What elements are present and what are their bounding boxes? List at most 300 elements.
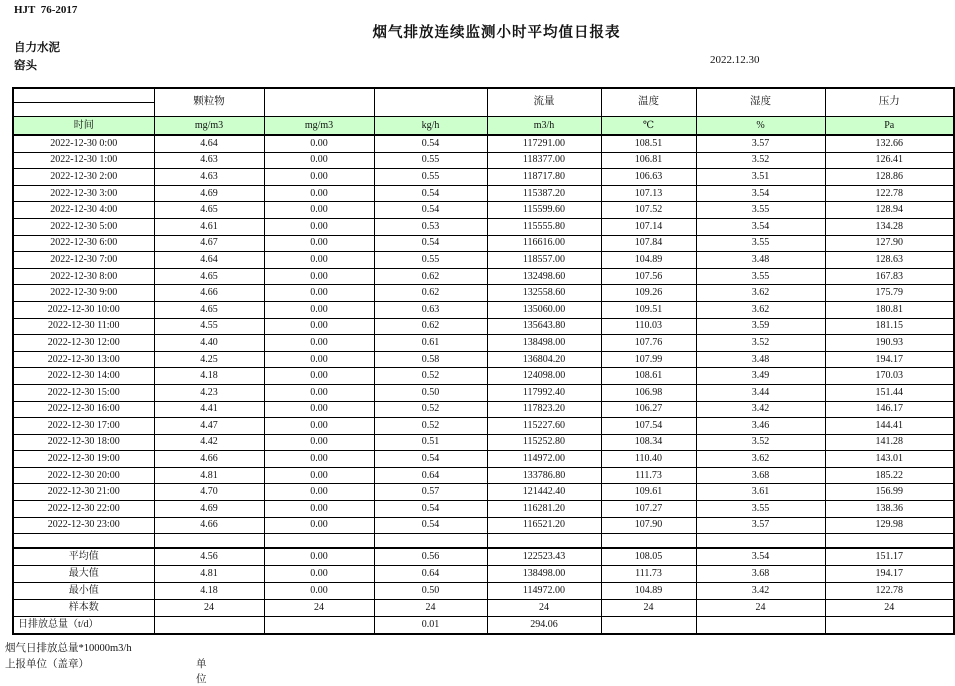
value-cell: 115599.60 — [487, 202, 601, 219]
value-cell: 0.00 — [264, 351, 374, 368]
value-cell: 128.63 — [825, 252, 954, 269]
value-cell: 0.54 — [374, 501, 487, 518]
value-cell: 117291.00 — [487, 135, 601, 152]
value-cell: 4.67 — [154, 235, 264, 252]
value-cell: 4.63 — [154, 152, 264, 169]
summary-row — [13, 617, 954, 635]
value-cell: 0.54 — [374, 451, 487, 468]
time-cell: 2022-12-30 10:00 — [13, 301, 154, 318]
value-cell: 146.17 — [825, 401, 954, 418]
time-cell: 2022-12-30 21:00 — [13, 484, 154, 501]
value-cell: 118717.80 — [487, 169, 601, 186]
value-cell: 3.55 — [696, 235, 825, 252]
page-title: 烟气排放连续监测小时平均值日报表 — [372, 25, 621, 41]
summary-label: 平均值 — [13, 548, 154, 566]
value-cell: 104.89 — [601, 252, 696, 269]
col-header-particulate: 颗粒物 — [154, 88, 264, 117]
value-cell: 4.81 — [154, 566, 264, 583]
footer-note: 烟气日排放总量*10000m3/h — [5, 643, 132, 654]
time-cell: 2022-12-30 13:00 — [13, 351, 154, 368]
table-row — [13, 434, 954, 451]
value-cell: 3.62 — [696, 451, 825, 468]
value-cell: 111.73 — [601, 467, 696, 484]
value-cell: 0.54 — [374, 235, 487, 252]
value-cell: 4.66 — [154, 285, 264, 302]
value-cell: 0.52 — [374, 401, 487, 418]
value-cell: 3.52 — [696, 434, 825, 451]
value-cell: 0.00 — [264, 418, 374, 435]
value-cell: 3.44 — [696, 384, 825, 401]
value-cell: 3.62 — [696, 285, 825, 302]
value-cell: 0.54 — [374, 135, 487, 152]
value-cell: 24 — [154, 600, 264, 617]
value-cell: 0.00 — [264, 566, 374, 583]
value-cell: 0.00 — [264, 517, 374, 534]
summary-label: 日排放总量（t/d） — [13, 617, 154, 635]
value-cell: 115227.60 — [487, 418, 601, 435]
value-cell: 0.00 — [264, 384, 374, 401]
header-blank-cell — [13, 88, 154, 103]
table-row — [13, 351, 954, 368]
value-cell: 107.84 — [601, 235, 696, 252]
value-cell: 106.98 — [601, 384, 696, 401]
value-cell: 24 — [264, 600, 374, 617]
blank-cell — [13, 534, 154, 549]
time-cell: 2022-12-30 19:00 — [13, 451, 154, 468]
value-cell: 122.78 — [825, 583, 954, 600]
time-cell: 2022-12-30 11:00 — [13, 318, 154, 335]
value-cell: 0.00 — [264, 152, 374, 169]
table-row — [13, 285, 954, 302]
value-cell: 3.49 — [696, 368, 825, 385]
value-cell: 116616.00 — [487, 235, 601, 252]
value-cell: 107.14 — [601, 218, 696, 235]
value-cell: 138498.00 — [487, 335, 601, 352]
value-cell: 108.61 — [601, 368, 696, 385]
value-cell: 0.57 — [374, 484, 487, 501]
time-cell: 2022-12-30 3:00 — [13, 185, 154, 202]
value-cell: 126.41 — [825, 152, 954, 169]
table-row — [13, 318, 954, 335]
value-cell: 106.27 — [601, 401, 696, 418]
value-cell: 0.55 — [374, 152, 487, 169]
value-cell: 109.51 — [601, 301, 696, 318]
value-cell: 138.36 — [825, 501, 954, 518]
value-cell: 0.00 — [264, 218, 374, 235]
value-cell: 0.00 — [264, 169, 374, 186]
value-cell: 0.64 — [374, 467, 487, 484]
value-cell: 107.56 — [601, 268, 696, 285]
value-cell: 3.54 — [696, 185, 825, 202]
table-row — [13, 185, 954, 202]
summary-rows — [13, 548, 954, 634]
value-cell: 4.66 — [154, 517, 264, 534]
value-cell: 141.28 — [825, 434, 954, 451]
value-cell: 3.46 — [696, 418, 825, 435]
value-cell: 3.52 — [696, 335, 825, 352]
value-cell: 4.64 — [154, 252, 264, 269]
value-cell: 0.62 — [374, 285, 487, 302]
value-cell: 133786.80 — [487, 467, 601, 484]
value-cell: 107.54 — [601, 418, 696, 435]
value-cell: 4.18 — [154, 583, 264, 600]
value-cell — [825, 617, 954, 635]
value-cell: 121442.40 — [487, 484, 601, 501]
value-cell: 117823.20 — [487, 401, 601, 418]
value-cell: 132558.60 — [487, 285, 601, 302]
value-cell: 24 — [696, 600, 825, 617]
time-cell: 2022-12-30 6:00 — [13, 235, 154, 252]
value-cell: 114972.00 — [487, 583, 601, 600]
time-cell: 2022-12-30 5:00 — [13, 218, 154, 235]
value-cell: 110.40 — [601, 451, 696, 468]
value-cell: 3.57 — [696, 135, 825, 152]
time-cell: 2022-12-30 0:00 — [13, 135, 154, 152]
time-cell: 2022-12-30 15:00 — [13, 384, 154, 401]
time-cell: 2022-12-30 14:00 — [13, 368, 154, 385]
time-cell: 2022-12-30 8:00 — [13, 268, 154, 285]
value-cell: 4.69 — [154, 501, 264, 518]
value-cell: 0.50 — [374, 384, 487, 401]
blank-row — [13, 534, 954, 549]
value-cell: 0.58 — [374, 351, 487, 368]
value-cell: 3.55 — [696, 268, 825, 285]
value-cell: 185.22 — [825, 467, 954, 484]
unit-label: 单位 — [196, 659, 207, 685]
value-cell: 3.42 — [696, 583, 825, 600]
value-cell: 0.61 — [374, 335, 487, 352]
value-cell: 3.54 — [696, 548, 825, 566]
value-cell: 4.66 — [154, 451, 264, 468]
col-header-pressure: 压力 — [825, 88, 954, 117]
value-cell: 132.66 — [825, 135, 954, 152]
value-cell: 106.81 — [601, 152, 696, 169]
table-row — [13, 467, 954, 484]
table-row — [13, 418, 954, 435]
value-cell: 0.50 — [374, 583, 487, 600]
value-cell: 109.26 — [601, 285, 696, 302]
value-cell: 128.94 — [825, 202, 954, 219]
value-cell: 0.56 — [374, 548, 487, 566]
value-cell: 3.54 — [696, 218, 825, 235]
value-cell: 4.42 — [154, 434, 264, 451]
value-cell: 107.99 — [601, 351, 696, 368]
value-cell: 117992.40 — [487, 384, 601, 401]
value-cell: 135643.80 — [487, 318, 601, 335]
time-cell: 2022-12-30 1:00 — [13, 152, 154, 169]
table-row — [13, 152, 954, 169]
table-row — [13, 368, 954, 385]
value-cell: 0.62 — [374, 268, 487, 285]
table-row — [13, 501, 954, 518]
unit-kgh: kg/h — [374, 117, 487, 136]
value-cell: 144.41 — [825, 418, 954, 435]
value-cell: 107.52 — [601, 202, 696, 219]
value-cell: 108.05 — [601, 548, 696, 566]
value-cell: 107.76 — [601, 335, 696, 352]
value-cell: 4.63 — [154, 169, 264, 186]
spacer-section — [13, 534, 954, 549]
table-row — [13, 268, 954, 285]
value-cell: 115252.80 — [487, 434, 601, 451]
col-header-blank-2 — [264, 88, 374, 117]
unit-pa: Pa — [825, 117, 954, 136]
time-cell: 2022-12-30 16:00 — [13, 401, 154, 418]
value-cell: 0.00 — [264, 583, 374, 600]
summary-label: 样本数 — [13, 600, 154, 617]
value-cell: 4.64 — [154, 135, 264, 152]
hourly-rows — [13, 135, 954, 534]
value-cell: 4.65 — [154, 301, 264, 318]
report-table — [12, 87, 955, 635]
value-cell: 0.00 — [264, 501, 374, 518]
table-row — [13, 202, 954, 219]
value-cell: 0.52 — [374, 418, 487, 435]
value-cell: 0.54 — [374, 517, 487, 534]
value-cell: 134.28 — [825, 218, 954, 235]
value-cell: 3.48 — [696, 351, 825, 368]
value-cell: 3.62 — [696, 301, 825, 318]
value-cell: 3.68 — [696, 467, 825, 484]
reporting-unit-label: 上报单位（盖章） — [5, 659, 89, 670]
value-cell: 4.18 — [154, 368, 264, 385]
summary-row — [13, 566, 954, 583]
value-cell: 3.57 — [696, 517, 825, 534]
time-cell: 2022-12-30 4:00 — [13, 202, 154, 219]
blank-cell — [154, 534, 264, 549]
blank-cell — [601, 534, 696, 549]
col-header-blank-3 — [374, 88, 487, 117]
value-cell: 136804.20 — [487, 351, 601, 368]
value-cell: 108.51 — [601, 135, 696, 152]
col-header-temperature: 温度 — [601, 88, 696, 117]
value-cell: 0.00 — [264, 202, 374, 219]
value-cell: 129.98 — [825, 517, 954, 534]
value-cell: 4.25 — [154, 351, 264, 368]
group-header-row — [13, 88, 954, 103]
value-cell: 194.17 — [825, 566, 954, 583]
footer-signature-line — [5, 656, 207, 685]
value-cell: 4.40 — [154, 335, 264, 352]
value-cell: 156.99 — [825, 484, 954, 501]
value-cell: 4.23 — [154, 384, 264, 401]
value-cell: 111.73 — [601, 566, 696, 583]
value-cell: 181.15 — [825, 318, 954, 335]
value-cell: 24 — [601, 600, 696, 617]
value-cell: 0.64 — [374, 566, 487, 583]
value-cell: 116281.20 — [487, 501, 601, 518]
value-cell: 127.90 — [825, 235, 954, 252]
value-cell: 24 — [825, 600, 954, 617]
value-cell: 3.68 — [696, 566, 825, 583]
value-cell: 151.17 — [825, 548, 954, 566]
value-cell: 4.69 — [154, 185, 264, 202]
value-cell: 110.03 — [601, 318, 696, 335]
value-cell: 0.00 — [264, 401, 374, 418]
value-cell: 135060.00 — [487, 301, 601, 318]
value-cell: 4.56 — [154, 548, 264, 566]
unit-header-row — [13, 117, 954, 136]
value-cell: 3.42 — [696, 401, 825, 418]
unit-mgm3-2: mg/m3 — [264, 117, 374, 136]
value-cell: 0.00 — [264, 235, 374, 252]
time-cell: 2022-12-30 12:00 — [13, 335, 154, 352]
blank-cell — [264, 534, 374, 549]
value-cell: 114972.00 — [487, 451, 601, 468]
summary-row — [13, 600, 954, 617]
table-row — [13, 218, 954, 235]
value-cell: 132498.60 — [487, 268, 601, 285]
table-row — [13, 235, 954, 252]
enterprise-name: 自力水泥 — [14, 42, 60, 54]
value-cell: 0.55 — [374, 252, 487, 269]
col-header-humidity: 湿度 — [696, 88, 825, 117]
unit-percent: % — [696, 117, 825, 136]
monitoring-point: 窑头 — [14, 60, 37, 72]
table-row — [13, 252, 954, 269]
value-cell: 294.06 — [487, 617, 601, 635]
summary-label: 最大值 — [13, 566, 154, 583]
header-blank-cell — [13, 103, 154, 117]
value-cell: 115555.80 — [487, 218, 601, 235]
value-cell: 190.93 — [825, 335, 954, 352]
time-cell: 2022-12-30 20:00 — [13, 467, 154, 484]
time-cell: 2022-12-30 23:00 — [13, 517, 154, 534]
table-row — [13, 335, 954, 352]
time-cell: 2022-12-30 22:00 — [13, 501, 154, 518]
summary-label: 最小值 — [13, 583, 154, 600]
time-cell: 2022-12-30 9:00 — [13, 285, 154, 302]
value-cell: 116521.20 — [487, 517, 601, 534]
value-cell: 0.53 — [374, 218, 487, 235]
value-cell: 4.65 — [154, 268, 264, 285]
value-cell: 0.00 — [264, 185, 374, 202]
unit-celsius: ℃ — [601, 117, 696, 136]
value-cell: 115387.20 — [487, 185, 601, 202]
value-cell: 0.00 — [264, 335, 374, 352]
value-cell: 4.61 — [154, 218, 264, 235]
value-cell: 4.55 — [154, 318, 264, 335]
value-cell: 0.00 — [264, 252, 374, 269]
value-cell: 3.52 — [696, 152, 825, 169]
value-cell: 0.51 — [374, 434, 487, 451]
table-row — [13, 451, 954, 468]
value-cell: 24 — [487, 600, 601, 617]
value-cell: 124098.00 — [487, 368, 601, 385]
value-cell: 3.55 — [696, 202, 825, 219]
value-cell: 4.81 — [154, 467, 264, 484]
value-cell: 118377.00 — [487, 152, 601, 169]
table-row — [13, 384, 954, 401]
value-cell: 0.00 — [264, 301, 374, 318]
value-cell: 0.55 — [374, 169, 487, 186]
value-cell: 106.63 — [601, 169, 696, 186]
col-header-time: 时间 — [13, 117, 154, 136]
value-cell — [154, 617, 264, 635]
table-row — [13, 484, 954, 501]
value-cell: 180.81 — [825, 301, 954, 318]
summary-row — [13, 548, 954, 566]
value-cell: 143.01 — [825, 451, 954, 468]
value-cell — [601, 617, 696, 635]
value-cell: 4.70 — [154, 484, 264, 501]
blank-cell — [825, 534, 954, 549]
summary-row — [13, 583, 954, 600]
col-header-flow: 流量 — [487, 88, 601, 117]
blank-cell — [374, 534, 487, 549]
value-cell: 0.00 — [264, 318, 374, 335]
time-cell: 2022-12-30 2:00 — [13, 169, 154, 186]
value-cell: 3.55 — [696, 501, 825, 518]
value-cell: 151.44 — [825, 384, 954, 401]
value-cell: 118557.00 — [487, 252, 601, 269]
time-cell: 2022-12-30 17:00 — [13, 418, 154, 435]
value-cell: 3.51 — [696, 169, 825, 186]
value-cell: 3.61 — [696, 484, 825, 501]
blank-cell — [487, 534, 601, 549]
report-date: 2022.12.30 — [710, 54, 760, 66]
value-cell: 122.78 — [825, 185, 954, 202]
value-cell: 4.65 — [154, 202, 264, 219]
table-row — [13, 135, 954, 152]
time-cell: 2022-12-30 18:00 — [13, 434, 154, 451]
table-row — [13, 517, 954, 534]
value-cell: 167.83 — [825, 268, 954, 285]
value-cell: 138498.00 — [487, 566, 601, 583]
value-cell: 0.54 — [374, 185, 487, 202]
value-cell: 107.90 — [601, 517, 696, 534]
value-cell: 0.00 — [264, 451, 374, 468]
value-cell: 4.41 — [154, 401, 264, 418]
standard-code: HJT 76-2017 — [14, 4, 78, 16]
value-cell: 0.52 — [374, 368, 487, 385]
value-cell: 3.59 — [696, 318, 825, 335]
value-cell: 194.17 — [825, 351, 954, 368]
value-cell: 0.00 — [264, 285, 374, 302]
unit-mgm3-1: mg/m3 — [154, 117, 264, 136]
value-cell: 0.62 — [374, 318, 487, 335]
value-cell — [264, 617, 374, 635]
value-cell: 0.00 — [264, 268, 374, 285]
value-cell: 0.54 — [374, 202, 487, 219]
value-cell: 0.00 — [264, 467, 374, 484]
table-row — [13, 401, 954, 418]
value-cell: 0.00 — [264, 368, 374, 385]
value-cell: 170.03 — [825, 368, 954, 385]
value-cell: 107.27 — [601, 501, 696, 518]
value-cell: 104.89 — [601, 583, 696, 600]
value-cell: 128.86 — [825, 169, 954, 186]
time-cell: 2022-12-30 7:00 — [13, 252, 154, 269]
value-cell: 108.34 — [601, 434, 696, 451]
value-cell: 24 — [374, 600, 487, 617]
blank-cell — [696, 534, 825, 549]
value-cell — [696, 617, 825, 635]
value-cell: 4.47 — [154, 418, 264, 435]
value-cell: 122523.43 — [487, 548, 601, 566]
value-cell: 0.00 — [264, 434, 374, 451]
value-cell: 107.13 — [601, 185, 696, 202]
value-cell: 109.61 — [601, 484, 696, 501]
value-cell: 0.01 — [374, 617, 487, 635]
table-row — [13, 301, 954, 318]
unit-m3h: m3/h — [487, 117, 601, 136]
value-cell: 0.00 — [264, 135, 374, 152]
table-row — [13, 169, 954, 186]
value-cell: 175.79 — [825, 285, 954, 302]
value-cell: 0.63 — [374, 301, 487, 318]
value-cell: 3.48 — [696, 252, 825, 269]
